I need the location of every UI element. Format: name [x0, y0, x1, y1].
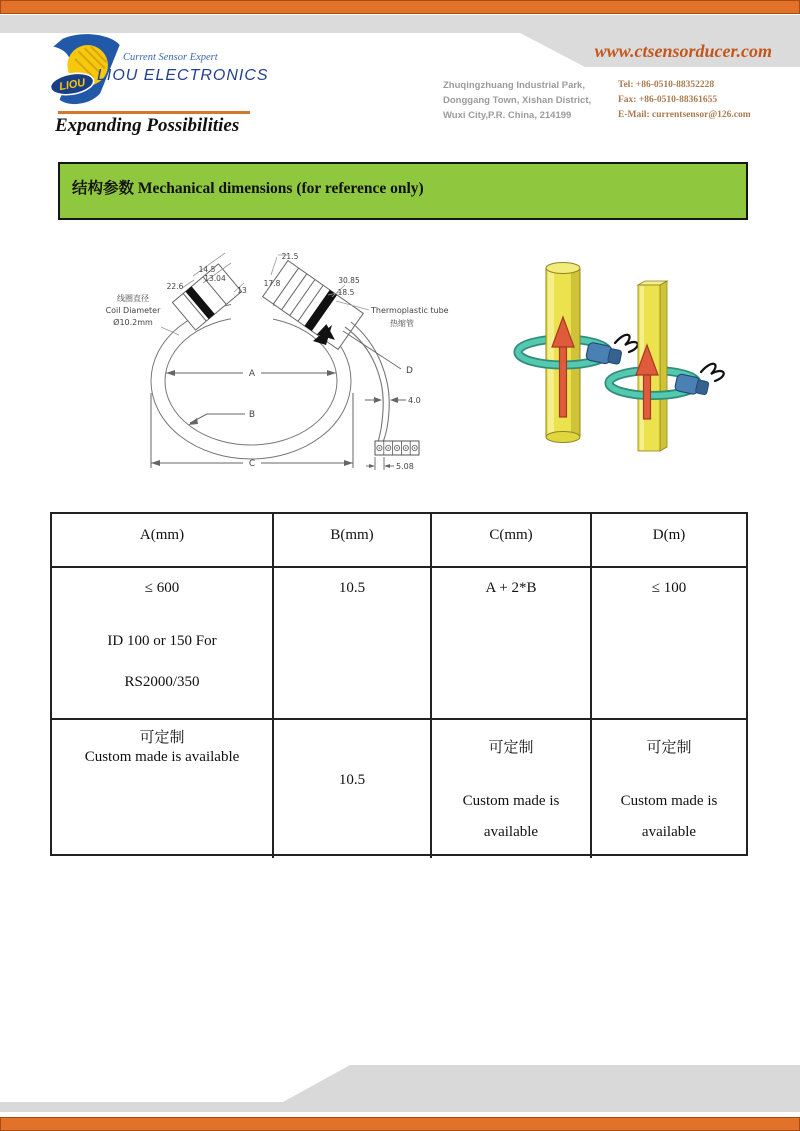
coil-label-en: Coil Diameter: [105, 306, 161, 315]
output-cable: [345, 322, 389, 442]
dimensions-table: [50, 512, 748, 856]
coil-wire-2: [701, 364, 724, 381]
table-cell-r2-b: [274, 720, 432, 858]
dim-4-0: 4.0: [408, 396, 421, 405]
r2-c-line3: available: [483, 824, 539, 840]
dim-14-5: 14.5: [198, 265, 216, 274]
coil-label-cn: 线圈直径: [117, 294, 149, 303]
logo-tagline: Current Sensor Expert: [123, 52, 218, 63]
address-line-1: Zhuqingzhuang Industrial Park,: [443, 80, 585, 91]
r2-d-line1: 可定制: [646, 740, 692, 756]
dim-B-arrow: [188, 418, 198, 425]
table-header-b: B(mm): [274, 514, 432, 568]
dim-C-arrow-right: [344, 460, 353, 466]
dim-13-04: 13.04: [204, 274, 226, 283]
footer-gray-band: [0, 1065, 800, 1112]
address-line-3: Wuxi City,P.R. China, 214199: [443, 110, 572, 121]
top-accent-bar: [0, 0, 800, 14]
letter-D: D: [406, 366, 413, 376]
company-address: [443, 78, 591, 123]
letter-B: B: [248, 410, 256, 420]
table-cell-r2-d: [592, 720, 746, 858]
dim-leader-B: [190, 414, 245, 423]
dim-17-8: 17.8: [263, 279, 281, 288]
table-cell-r1-b: [274, 568, 432, 720]
table-header-a: A(mm): [52, 514, 274, 568]
r2-c-line1: 可定制: [488, 740, 534, 756]
address-line-2: Donggang Town, Xishan District,: [443, 95, 592, 106]
dim-5-08-arrow-left: [369, 464, 375, 468]
dim-leader-D: [343, 331, 401, 369]
r1-a-line2: ID 100 or 150 For: [107, 633, 217, 649]
r2-a-line2: Custom made is available: [84, 749, 240, 765]
dim-line-5-08: [366, 457, 394, 470]
r2-a-line1: 可定制: [139, 730, 185, 746]
letter-A: A: [248, 369, 256, 379]
dim-22-6: 22.6: [166, 282, 184, 291]
coil-wire-1: [615, 335, 638, 352]
coil-inner-ring: [165, 317, 337, 445]
dim-18-5: 18.5: [337, 288, 355, 297]
r1-a-line3: RS2000/350: [124, 674, 200, 690]
dim-13: 13: [237, 286, 247, 295]
r2-c-line2: Custom made is: [462, 793, 560, 809]
r1-d-value: ≤ 100: [651, 580, 687, 596]
section-banner: [58, 162, 748, 220]
logo-brand-name: LIOU ELECTRONICS: [97, 67, 269, 84]
contact-tel: Tel: +86-0510-88352228: [618, 80, 715, 90]
dim-4-0-arrow-right: [390, 397, 398, 403]
busbar-bar-group: [609, 281, 724, 451]
tube-label-en: Thermoplastic tube: [371, 306, 449, 315]
r1-b-value: 10.5: [338, 580, 366, 596]
coil-label-leader: [161, 327, 179, 335]
dim-A-arrow-right: [327, 370, 336, 376]
coil-diameter-label: [106, 293, 162, 327]
dim-21-5: 21.5: [281, 252, 299, 261]
table-cell-r2-c: [432, 720, 592, 858]
logo-badge-text: LIOU: [58, 76, 87, 94]
tube-label-cn: 热缩管: [390, 319, 414, 328]
table-header-d: D(m): [592, 514, 746, 568]
logo-underline: [58, 111, 250, 114]
coil-diameter-value: Ø10.2mm: [113, 318, 153, 327]
installation-illustration: [495, 255, 765, 470]
letter-C: C: [248, 459, 256, 469]
dim-line-C: [151, 393, 353, 468]
r2-d-line2: Custom made is: [620, 793, 718, 809]
contact-fax: Fax: +86-0510-88361655: [618, 95, 718, 105]
r2-b-value: 10.5: [338, 772, 366, 788]
company-slogan: Expanding Possibilities: [55, 115, 240, 136]
r1-a-line1: ≤ 600: [144, 580, 180, 596]
dim-A-arrow-left: [166, 370, 175, 376]
table-cell-r1-d: [592, 568, 746, 720]
table-cell-r1-a: [52, 568, 274, 720]
dim-30-85: 30.85: [338, 276, 360, 285]
table-cell-r1-c: [432, 568, 592, 720]
table-header-c: C(mm): [432, 514, 592, 568]
dim-5-08: 5.08: [396, 462, 414, 471]
dim-C-arrow-left: [151, 460, 160, 466]
coil-dimension-drawing: [85, 245, 475, 480]
section-title: 结构参数 Mechanical dimensions (for reference only): [72, 180, 424, 197]
dim-4-0-arrow-left: [374, 397, 382, 403]
table-cell-r2-a: [52, 720, 274, 858]
busbar-cylinder-group: [518, 263, 638, 443]
bottom-accent-bar: [0, 1117, 800, 1131]
dim-5-08-arrow-right: [384, 464, 390, 468]
r1-c-value: A + 2*B: [485, 580, 537, 596]
contact-email: E-Mail: currentsensor@126.com: [618, 110, 751, 120]
company-contacts: [618, 78, 751, 123]
website-url: www.ctsensorducer.com: [594, 41, 772, 61]
terminal-block: [375, 441, 419, 455]
r2-d-line3: available: [641, 824, 697, 840]
